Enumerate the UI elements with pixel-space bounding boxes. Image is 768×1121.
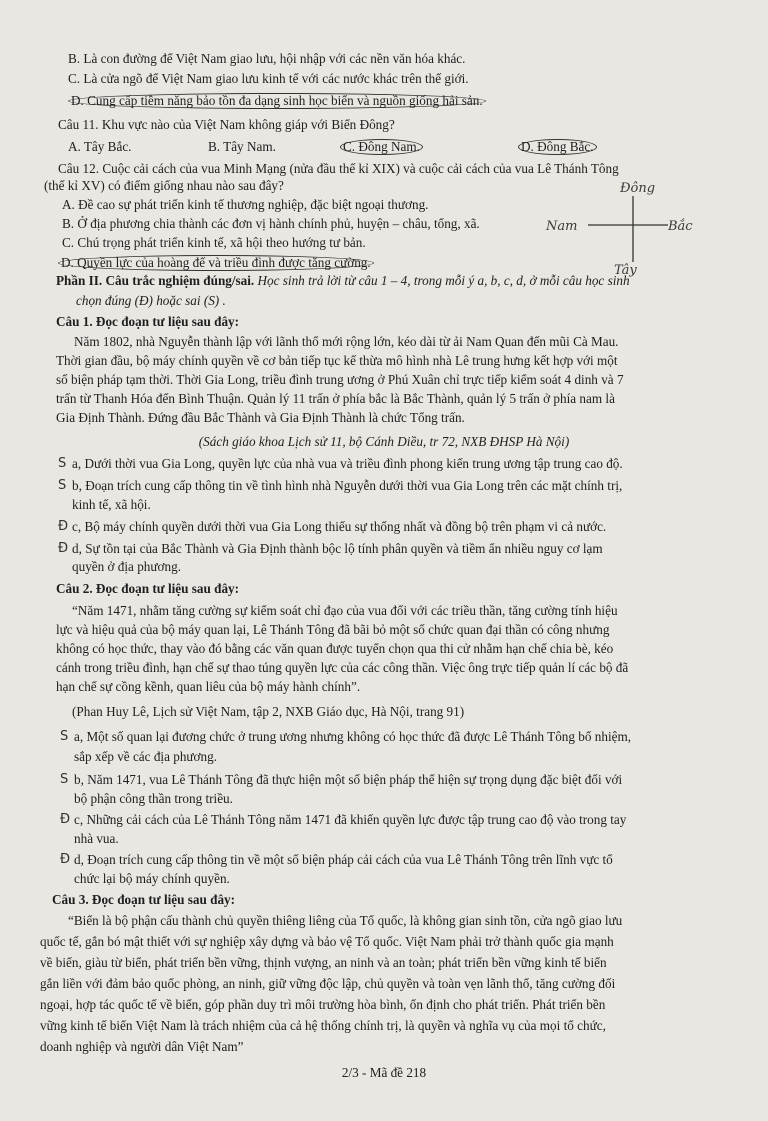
circled-d: D. Đông Bắc. (518, 139, 597, 155)
q12-option-b: B. Ở địa phương chia thành các đơn vị hành chính phủ, huyện – châu, tổng, xã. (62, 216, 480, 231)
q1-statement-d: d, Sự tồn tại của Bắc Thành và Gia Định thành bộc lộ tính phân quyền và tiềm ẩn nhiều nguy cơ lạm (72, 541, 603, 556)
q11-option-a: A. Tây Bắc. (68, 139, 132, 154)
q2-statement-a: a, Một số quan lại đương chức ở trung ương nhưng không có học thức đã được Lê Thánh Tông bổ nhiệm, (74, 729, 632, 744)
q2-passage-1: “Năm 1471, nhằm tăng cường sự kiểm soát chỉ đạo của vua đối với các triều thần, tăng cường tính hiệu (72, 603, 618, 618)
q1-passage-3: số biện pháp tạm thời. Thời Gia Long, triều đình trung ương ở Phú Xuân chỉ trực tiếp kiểm soát 4 dinh và 7 (56, 372, 624, 387)
compass-west-label: Nam (546, 219, 578, 234)
q1-passage-5: Gia Định Thành. Đứng đầu Bắc Thành và Gia Định Thành là chức Tổng trấn. (56, 410, 465, 425)
q3-passage-7: doanh nghiệp và người dân Việt Nam” (40, 1039, 244, 1054)
q1-passage-2: Thời gian đầu, bộ máy chính quyền về cơ bản tiếp tục kế thừa mô hình nhà Lê trung hưng kết hợp với một (56, 353, 618, 368)
q2-passage-2: lực và hiệu quả của bộ máy quan lại, Lê Thánh Tông đã bãi bỏ một số chức quan đại thần có công nhưng (56, 622, 610, 637)
q2-passage-5: hạn chế sự cồng kềnh, quan liêu của bộ máy hành chính”. (56, 679, 361, 694)
q2-statement-c-cont: nhà vua. (74, 831, 119, 846)
q2-statement-b: b, Năm 1471, vua Lê Thánh Tông đã thực hiện một số biện pháp thể hiện sự trọng dụng đặc biệt đối với (74, 772, 623, 787)
q3-passage-1: “Biển là bộ phận cấu thành chủ quyền thiêng liêng của Tổ quốc, là không gian sinh tồn, cửa ngõ giao lưu (68, 913, 623, 928)
q10-option-c: C. Là cửa ngõ để Việt Nam giao lưu kinh tế với các nước khác trên thế giới. (68, 71, 469, 86)
section-q2-heading: Câu 2. Đọc đoạn tư liệu sau đây: (56, 581, 240, 596)
q1-passage-1: Năm 1802, nhà Nguyễn thành lập với lãnh thổ mới rộng lớn, kéo dài từ ải Nam Quan đến mũi Cà Mau. (74, 334, 619, 349)
part-2-heading (56, 272, 748, 290)
q11-option-d (518, 138, 597, 156)
mark-d: Đ (60, 852, 71, 867)
q1-statement-a: a, Dưới thời vua Gia Long, quyền lực của nhà vua và triều đình phong kiến trung ương tập trung cao độ. (72, 456, 623, 471)
q3-passage-6: vững kinh tế biển Việt Nam là trách nhiệm của cả hệ thống chính trị, là quyền và nghĩa vụ của mọi tổ chức, (40, 1018, 606, 1033)
q10-option-b: B. Là con đường để Việt Nam giao lưu, hội nhập với các nền văn hóa khác. (68, 51, 466, 66)
question-11: Câu 11. Khu vực nào của Việt Nam không giáp với Biển Đông? (58, 117, 395, 132)
mark-d: Đ (58, 541, 69, 556)
q12-option-a: A. Đề cao sự phát triển kinh tế thương nghiệp, đặc biệt ngoại thương. (62, 197, 429, 212)
q3-passage-3: về biển, giàu từ biển, phát triển bền vững, thịnh vượng, an ninh và an toàn; phát triển bền vững kinh tế biển (40, 955, 607, 970)
q11-option-c (340, 138, 423, 156)
q2-passage-4: cánh trong triều đình, hạn chế sự thao túng quyền lực của các công thần. Việc ông trực tiếp quản lí các bộ đã (56, 660, 629, 675)
q3-passage-2: quốc tế, gắn bó mật thiết với sự nghiệp xây dựng và bảo vệ Tổ quốc. Việt Nam phải trở thành quốc gia mạnh (40, 934, 614, 949)
q2-passage-3: không có học thức, thay vào đó bằng các văn quan được tuyển chọn qua thi cử nhằm hạn chế chia bè, kéo (56, 641, 614, 656)
mark-s: S (60, 772, 69, 787)
mark-s: S (58, 478, 67, 493)
q1-statement-b-cont: kinh tế, xã hội. (72, 497, 151, 512)
q12-option-c: C. Chú trọng phát triển kinh tế, xã hội theo hướng tư bản. (62, 235, 366, 250)
question-12-line2: (thế kỉ XV) có điểm giống nhau nào sau đây? (44, 178, 284, 193)
compass-east-label: Bắc (668, 219, 693, 234)
compass-south-label: Tây (614, 263, 637, 278)
part-2-title: Phần II. Câu trắc nghiệm đúng/sai. (56, 273, 255, 288)
section-q1-heading: Câu 1. Đọc đoạn tư liệu sau đây: (56, 314, 240, 329)
circled-answer: D. Quyền lực của hoàng đế và triều đình được tăng cường. (58, 255, 374, 271)
compass-north-label: Đông (620, 181, 656, 196)
part-2-instruction-cont: chọn đúng (Đ) hoặc sai (S) . (76, 293, 226, 308)
selected-answer-circle: D. Cung cấp tiềm năng bảo tồn đa dạng sinh học biển và nguồn giống hải sản. (68, 93, 486, 109)
q2-statement-d-cont: chức lại bộ máy chính quyền. (74, 871, 230, 886)
question-12-line1: Câu 12. Cuộc cải cách của vua Minh Mạng (nửa đầu thế kỉ XIX) và cuộc cải cách của vua Lê Thánh Tông (58, 161, 619, 176)
q1-statement-c: c, Bộ máy chính quyền dưới thời vua Gia Long thiếu sự thống nhất và đồng bộ trên phạm vi cả nước. (72, 519, 607, 534)
q3-passage-4: gắn liền với đảm bảo quốc phòng, an ninh, giữ vững độc lập, chủ quyền và toàn vẹn lãnh thổ, tăng cường đối (40, 976, 616, 991)
q1-statement-b: b, Đoạn trích cung cấp thông tin về tình hình nhà Nguyễn dưới thời vua Gia Long trên các mặt chính trị, (72, 478, 623, 493)
page-footer: 2/3 - Mã đề 218 (341, 1065, 427, 1080)
q2-statement-b-cont: bộ phận công thần trong triều. (74, 791, 233, 806)
mark-s: S (58, 456, 67, 471)
mark-d: Đ (60, 812, 71, 827)
part-2-instruction: Học sinh trả lời từ câu 1 – 4, trong mỗi ý a, b, c, d, ở mỗi câu học sinh (257, 273, 630, 288)
section-q3-heading: Câu 3. Đọc đoạn tư liệu sau đây: (52, 892, 236, 907)
q1-statement-d-cont: quyền ở địa phương. (72, 559, 181, 574)
q1-passage-4: trấn từ Thanh Hóa đến Bình Thuận. Quản lý 11 trấn ở phía bắc là Bắc Thành, quản lý 5 trấn ở phía nam là (56, 391, 615, 406)
q2-source: (Phan Huy Lê, Lịch sử Việt Nam, tập 2, NXB Giáo dục, Hà Nội, trang 91) (72, 704, 465, 719)
q3-passage-5: ngoại, hợp tác quốc tế về biển, góp phần duy trì môi trường hòa bình, ổn định cho phát triển. Phát triển bền (40, 997, 606, 1012)
circled-c: C. Đông Nam. (340, 139, 423, 155)
mark-s: S (60, 729, 69, 744)
q2-statement-a-cont: sắp xếp về các địa phương. (74, 749, 218, 764)
q11-option-b: B. Tây Nam. (208, 139, 276, 154)
q2-statement-d: d, Đoạn trích cung cấp thông tin về một số biện pháp cải cách của vua Lê Thánh Tông trên lĩnh vực tổ (74, 852, 613, 867)
q1-source: (Sách giáo khoa Lịch sử 11, bộ Cánh Diều, tr 72, NXB ĐHSP Hà Nội) (198, 434, 570, 449)
q2-statement-c: c, Những cải cách của Lê Thánh Tông năm 1471 đã khiến quyền lực được tập trung cao độ vào trong tay (74, 812, 627, 827)
mark-d: Đ (58, 519, 69, 534)
q10-option-d (68, 92, 748, 110)
